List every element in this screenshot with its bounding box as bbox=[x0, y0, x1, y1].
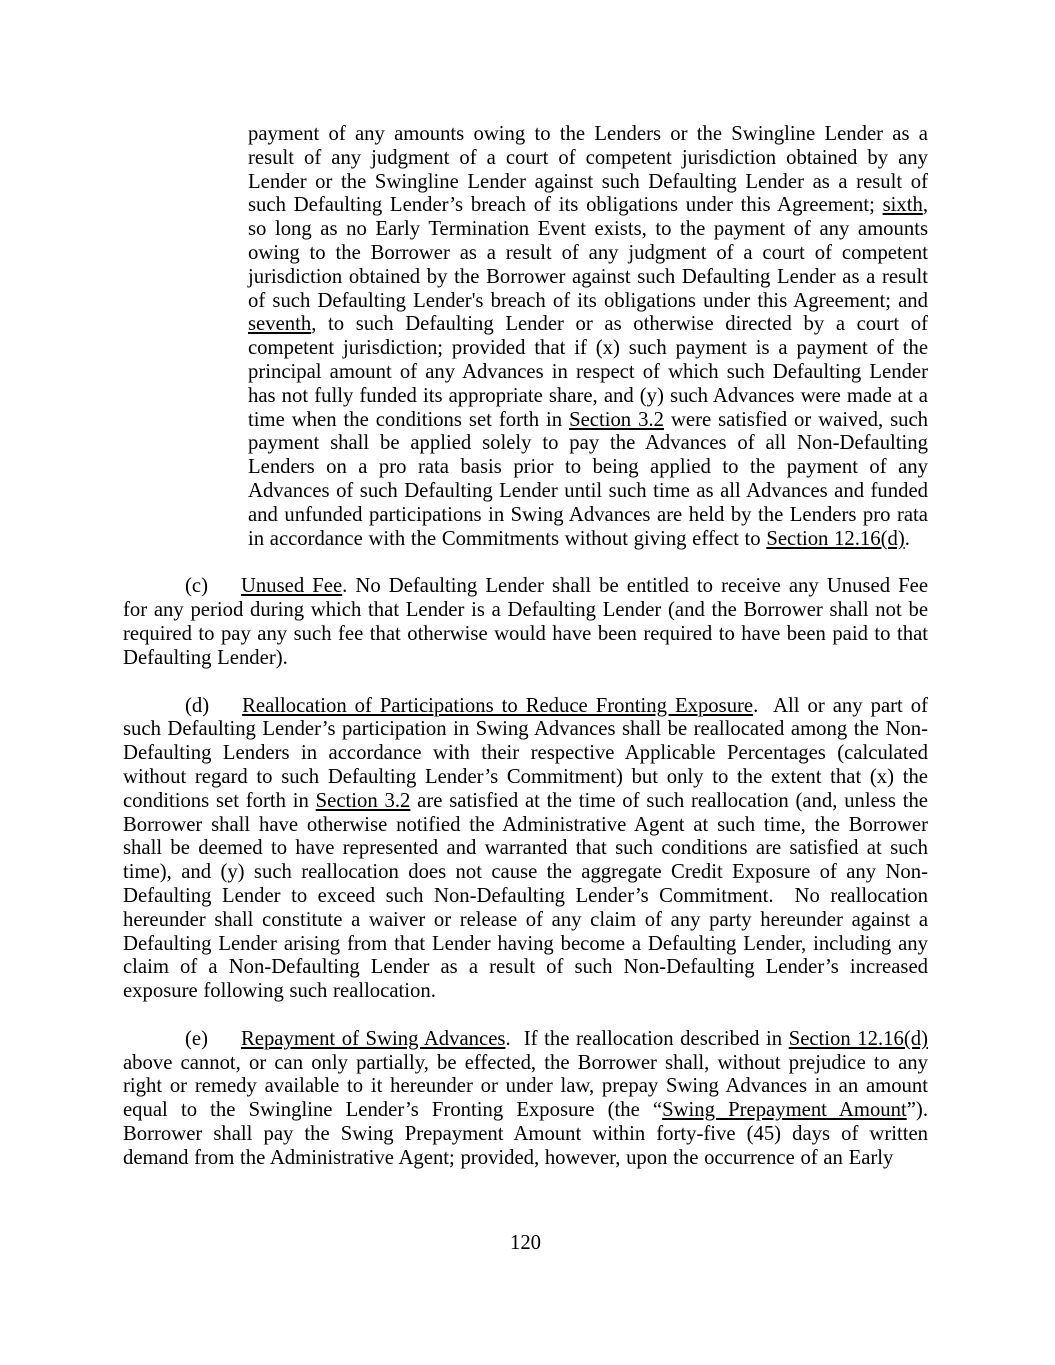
text-run: were satisfied or waived, such payment shall be applied solely to pay the Advances of all Non-Defaulting Lenders on a pro rata basis prior to being applied to the payment of any Advances of such Defaulting Lender until such time as all Advances and funded and unfunded participations in Swing Advances are held by the Lenders pro rata in accordance with the Commitments without giving effect to bbox=[248, 408, 929, 550]
text-run: . No Defaulting Lender shall be entitled to receive any Unused Fee for any period during which that Lender is a Defaulting Lender (and the Borrower shall not be required to pay any such fee that otherwise would have been required to have been paid to that Defaulting Lender). bbox=[123, 575, 928, 669]
text-run: payment of any amounts owing to the Lenders or the Swingline Lender as a result of any judgment of a court of competent jurisdiction obtained by any Lender or the Swingline Lender against such Defaulting Lender as a result of such Defaulting Lender’s breach of its obligations under this Agreement; bbox=[248, 123, 928, 217]
text-run: . bbox=[904, 527, 910, 550]
page-number: 120 bbox=[509, 1232, 542, 1254]
text-run: (e) bbox=[185, 1027, 208, 1050]
paragraph-e-repayment-of-swing-advances bbox=[123, 1028, 928, 1171]
indented-block-paragraph bbox=[248, 123, 928, 551]
underlined-text: Swing Prepayment Amount bbox=[662, 1099, 907, 1122]
document-body bbox=[123, 123, 928, 1195]
text-run: (c) bbox=[185, 575, 208, 598]
underlined-text: Reallocation of Participations to Reduce Fronting Exposure bbox=[242, 694, 754, 717]
paragraph-c-unused-fee bbox=[123, 575, 928, 670]
text-run: (d) bbox=[185, 694, 210, 717]
underlined-text: Section 12.16(d) bbox=[788, 1027, 928, 1050]
underlined-text: Repayment of Swing Advances bbox=[240, 1027, 506, 1050]
underlined-text: seventh bbox=[248, 313, 312, 336]
text-run: . All or any part of such Defaulting Lender’s participation in Swing Advances shall be reallocated among the Non-Defaulting Lenders in accordance with their respective Applicable Percentages (calculated without regard to such Defaulting Lender’s Commitment) but only to the extent that (x) the conditions set forth in bbox=[123, 694, 928, 812]
underlined-text: Unused Fee bbox=[240, 575, 343, 598]
underlined-text: Section 3.2 bbox=[315, 789, 411, 812]
text-run: , to such Defaulting Lender or as otherwise directed by a court of competent jurisdiction; provided that if (x) such payment is a payment of the principal amount of any Advances in respect of which such Defaulting Lender has not fully funded its appropriate share, and (y) such Advances were made at a time when the conditions set forth in bbox=[248, 313, 928, 431]
underlined-text: Section 3.2 bbox=[569, 408, 664, 431]
text-run: ”). Borrower shall pay the Swing Prepayment Amount within forty-five (45) days of written demand from the Administrative Agent; provided, however, upon the occurrence of an Early bbox=[123, 1099, 928, 1169]
text-run: are satisfied at the time of such reallocation (and, unless the Borrower shall have otherwise notified the Administrative Agent at such time, the Borrower shall be deemed to have represented and warranted that such conditions are satisfied at such time), and (y) such reallocation does not cause the aggregate Credit Exposure of any Non-Defaulting Lender to exceed such Non-Defaulting Lender’s Commitment. No reallocation hereunder shall constitute a waiver or release of any claim of any party hereunder against a Defaulting Lender arising from that Lender having become a Defaulting Lender, including any claim of a Non-Defaulting Lender as a result of such Non-Defaulting Lender’s increased exposure following such reallocation. bbox=[123, 789, 928, 1003]
text-run: . If the reallocation described in bbox=[505, 1027, 789, 1050]
underlined-text: sixth bbox=[882, 194, 923, 217]
text-run: , so long as no Early Termination Event exists, to the payment of any amounts owing to the Borrower as a result of any judgment of a court of competent jurisdiction obtained by the Borrower against such Defaulting Lender as a result of such Defaulting Lender's breach of its obligations under this Agreement; and bbox=[248, 194, 928, 312]
paragraph-d-reallocation-of-participations bbox=[123, 695, 928, 1004]
text-run: above cannot, or can only partially, be effected, the Borrower shall, without prejudice to any right or remedy available to it hereunder or under law, prepay Swing Advances in an amount equal to the Swingline Lender’s Fronting Exposure (the “ bbox=[123, 1051, 928, 1122]
underlined-text: Section 12.16(d) bbox=[766, 527, 905, 550]
